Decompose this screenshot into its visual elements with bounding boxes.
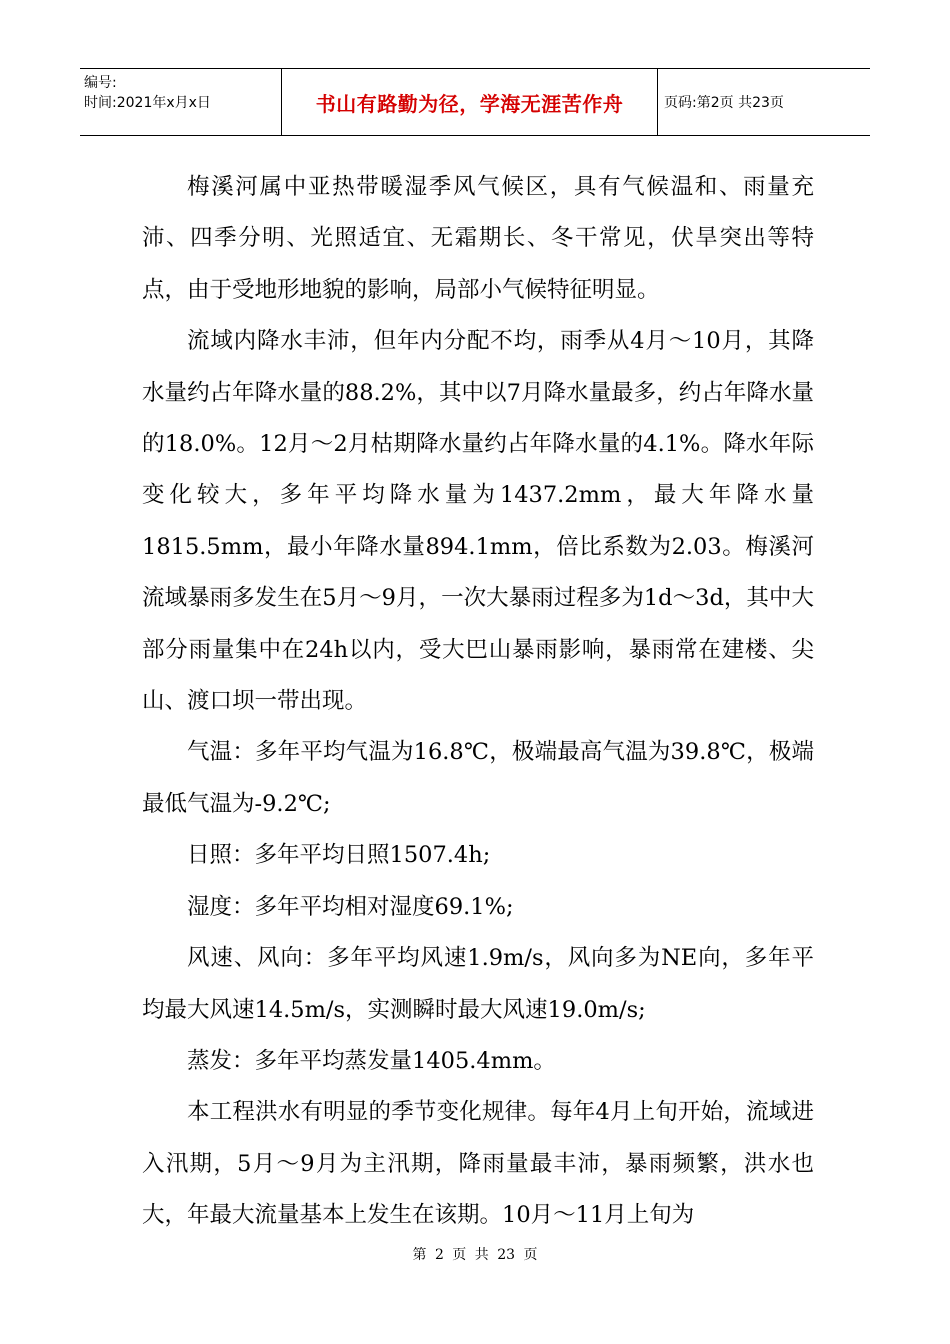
document-body [142,162,814,1242]
document-time-label: 时间:2021年x月x日 [84,95,211,111]
paragraph-evaporation: 蒸发：多年平均蒸发量1405.4mm。 [187,1047,556,1074]
page-footer: 第 2 页 共 23 页 [412,1247,538,1263]
header-meta-cell [80,69,282,135]
page-header [80,68,870,136]
header-page-info: 页码:第2页 共23页 [664,95,784,111]
paragraph-flood: 本工程洪水有明显的季节变化规律。每年4月上旬开始，流域进入汛期，5月～9月为主汛期，降雨量最丰沛，暴雨频繁，洪水也大，年最大流量基本上发生在该期。10月～11月上旬为 [142,1099,814,1229]
document-number-label: 编号: [84,75,117,91]
paragraph-wind: 风速、风向：多年平均风速1.9m/s，风向多为NE向，多年平均最大风速14.5m/s，实测瞬时最大风速19.0m/s; [142,945,814,1023]
header-motto-cell [282,69,658,135]
header-page-cell [658,69,870,135]
paragraph-climate: 梅溪河属中亚热带暖湿季风气候区，具有气候温和、雨量充沛、四季分明、光照适宜、无霜期长、冬干常见，伏旱突出等特点，由于受地形地貌的影响，局部小气候特征明显。 [142,174,814,303]
header-motto: 书山有路勤为径，学海无涯苦作舟 [315,91,624,116]
paragraph-sunshine: 日照：多年平均日照1507.4h; [187,842,491,869]
paragraph-temperature: 气温：多年平均气温为16.8℃，极端最高气温为39.8℃，极端最低气温为-9.2℃; [142,739,814,817]
paragraph-humidity: 湿度：多年平均相对湿度69.1%; [187,893,514,920]
paragraph-precipitation: 流域内降水丰沛，但年内分配不均，雨季从4月～10月，其降水量约占年降水量的88.2%，其中以7月降水量最多，约占年降水量的18.0%。12月～2月枯期降水量约占年降水量的4.1%。降水年际变化较大，多年平均降水量为1437.2mm，最大年降水量1815.5mm，最小年降水量894.1mm，倍比系数为2.03。梅溪河流域暴雨多发生在5月～9月，一次大暴雨过程多为1d～3d，其中大部分雨量集中在24h以内，受大巴山暴雨影响，暴雨常在建楼、尖山、渡口坝一带出现。 [142,328,814,715]
